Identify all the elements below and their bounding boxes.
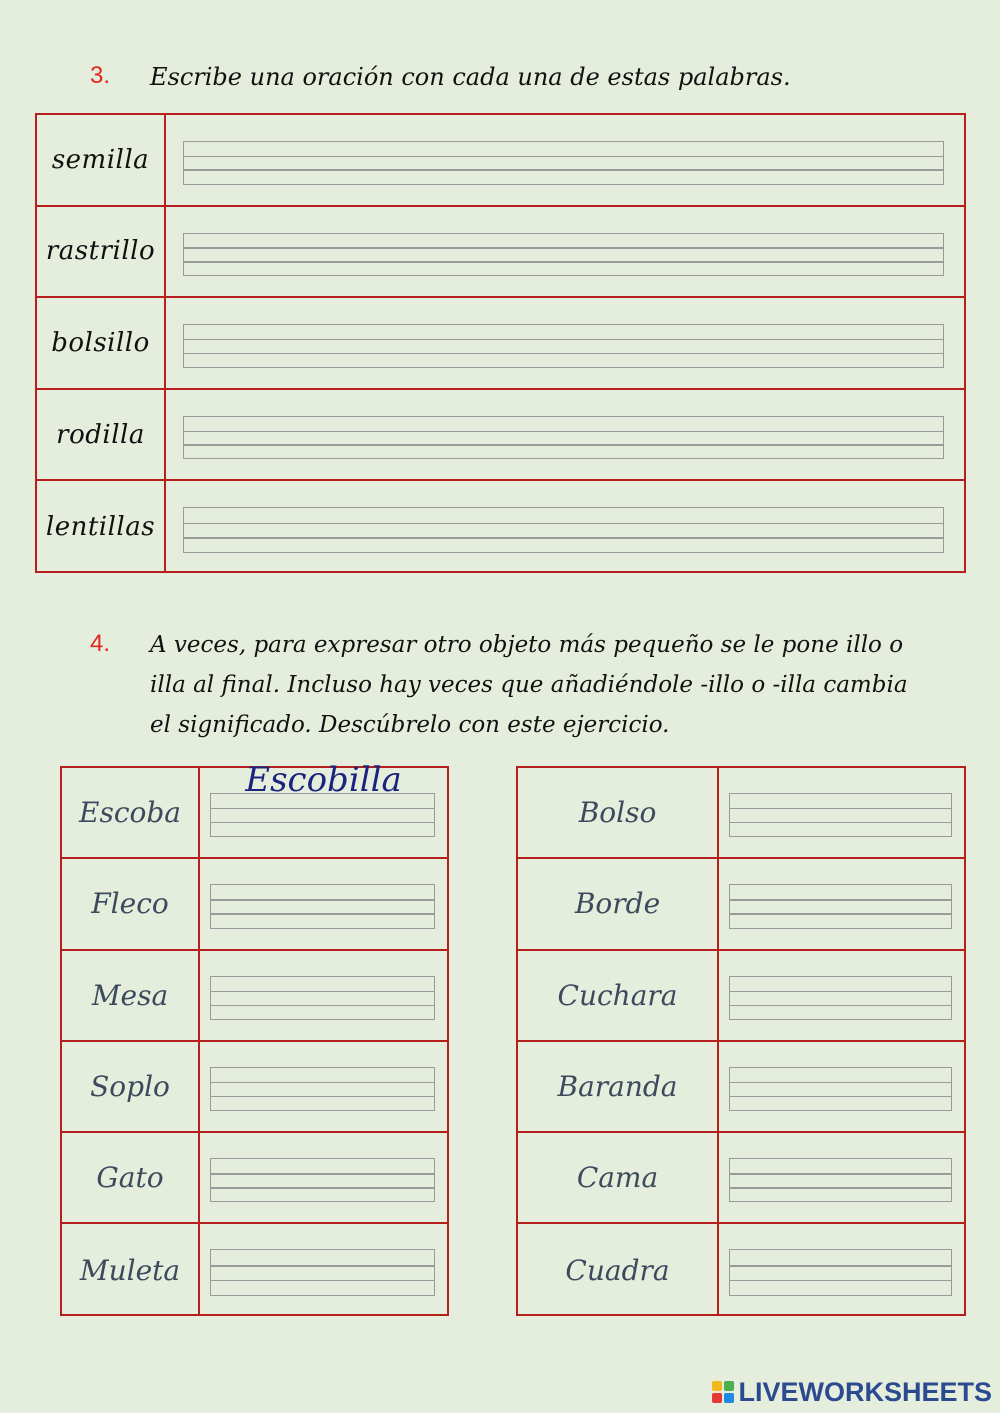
exercise-4-instruction-line-1: A veces, para expresar otro objeto más pequeño se le pone illo o xyxy=(150,632,904,658)
word-cell: Cuadra xyxy=(518,1224,719,1315)
exercise-4-instruction-line-2: illa al final. Incluso hay veces que añadiéndole -illo o -illa cambia xyxy=(150,672,908,698)
answer-input[interactable] xyxy=(210,1067,435,1111)
table-row xyxy=(37,298,964,390)
logo-icon xyxy=(712,1381,734,1403)
diminutive-table-right xyxy=(516,766,966,1316)
table-row xyxy=(37,481,964,573)
word-cell: Gato xyxy=(62,1133,200,1222)
word-cell: Baranda xyxy=(518,1042,719,1131)
table-row xyxy=(62,1133,447,1224)
word-cell: bolsillo xyxy=(37,298,166,388)
table-row xyxy=(518,1224,964,1315)
sentence-input[interactable] xyxy=(183,507,944,553)
word-cell: Borde xyxy=(518,859,719,948)
answer-input[interactable] xyxy=(210,976,435,1020)
word-cell: Mesa xyxy=(62,951,200,1040)
exercise-4-number: 4. xyxy=(90,630,111,657)
word-cell: rastrillo xyxy=(37,207,166,297)
sentence-input[interactable] xyxy=(183,233,944,277)
table-row xyxy=(518,1133,964,1224)
word-cell: Soplo xyxy=(62,1042,200,1131)
sentence-input[interactable] xyxy=(183,324,944,368)
table-row xyxy=(37,115,964,207)
table-row xyxy=(518,951,964,1042)
sentence-input[interactable] xyxy=(183,141,944,185)
exercise-4-instruction-line-3: el significado. Descúbrelo con este ejercicio. xyxy=(150,712,670,738)
table-row xyxy=(37,390,964,482)
answer-input[interactable] xyxy=(210,1249,435,1295)
exercise-3-instruction: Escribe una oración con cada una de estas palabras. xyxy=(150,63,791,91)
table-row xyxy=(518,859,964,950)
answer-input[interactable] xyxy=(729,884,952,928)
table-row xyxy=(62,859,447,950)
table-row xyxy=(518,1042,964,1133)
answer-input[interactable] xyxy=(210,1158,435,1202)
word-cell: Cama xyxy=(518,1133,719,1222)
answer-input[interactable] xyxy=(729,1249,952,1295)
table-row xyxy=(62,760,447,859)
logo-square-2 xyxy=(724,1381,734,1391)
answer-input[interactable] xyxy=(210,884,435,928)
sentence-input[interactable] xyxy=(183,416,944,460)
diminutive-table-left xyxy=(60,760,449,1316)
example-answer: Escobilla xyxy=(245,760,402,800)
logo-square-4 xyxy=(724,1393,734,1403)
table-row xyxy=(62,1042,447,1133)
table-row xyxy=(518,768,964,859)
answer-input[interactable] xyxy=(729,1067,952,1111)
table-row xyxy=(62,951,447,1042)
logo-text: LIVEWORKSHEETS xyxy=(738,1376,992,1407)
exercise-3-number: 3. xyxy=(90,62,111,89)
answer-input[interactable] xyxy=(729,793,952,837)
word-cell: Escoba xyxy=(62,768,200,857)
word-cell: semilla xyxy=(37,115,166,205)
sentence-table xyxy=(35,113,966,573)
answer-input[interactable] xyxy=(729,976,952,1020)
logo-square-3 xyxy=(712,1393,722,1403)
liveworksheets-logo[interactable] xyxy=(712,1377,992,1407)
logo-square-1 xyxy=(712,1381,722,1391)
word-cell: Bolso xyxy=(518,768,719,857)
answer-input[interactable] xyxy=(729,1158,952,1202)
word-cell: lentillas xyxy=(37,481,166,573)
word-cell: Muleta xyxy=(62,1224,200,1315)
word-cell: Fleco xyxy=(62,859,200,948)
table-row xyxy=(37,207,964,299)
word-cell: Cuchara xyxy=(518,951,719,1040)
word-cell: rodilla xyxy=(37,390,166,480)
table-row xyxy=(62,1224,447,1315)
